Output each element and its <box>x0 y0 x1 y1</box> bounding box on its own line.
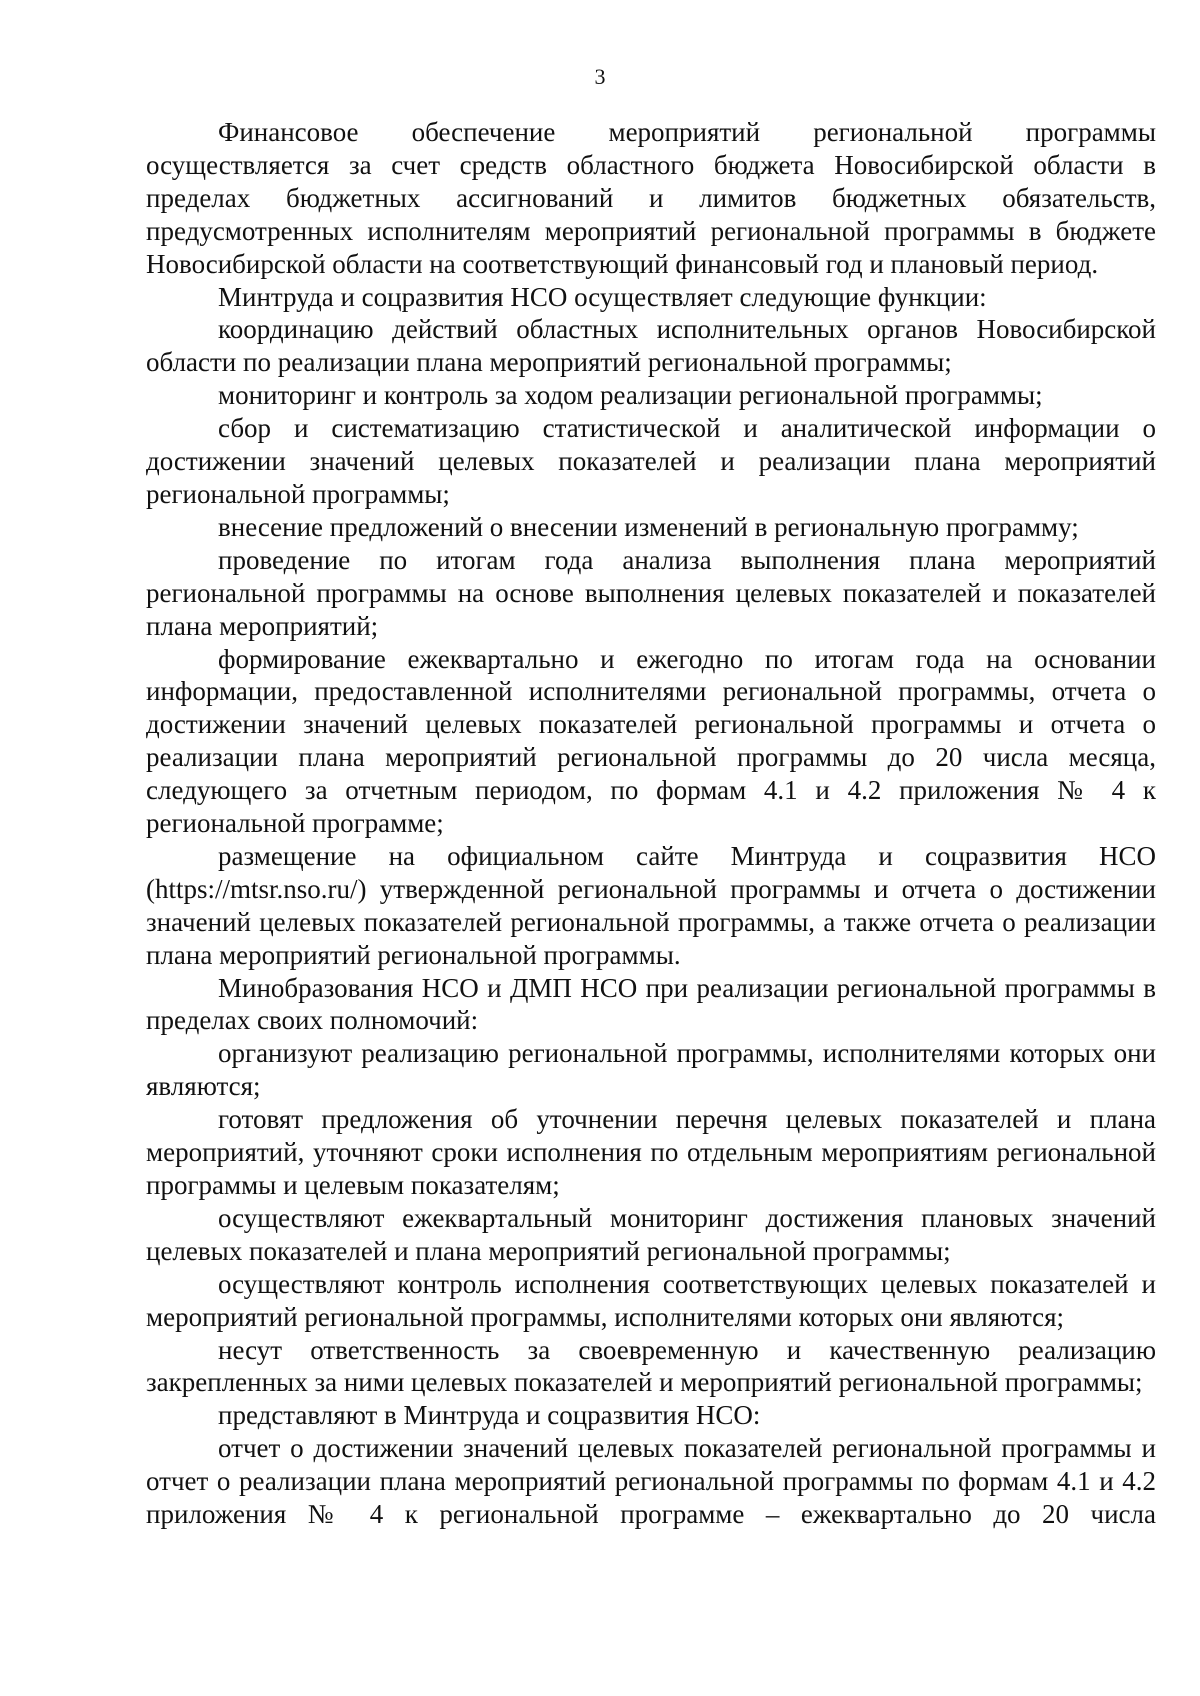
paragraph-monitoring: мониторинг и контроль за ходом реализации региональной программы; <box>218 380 1043 411</box>
paragraph-quarterly-reports: формирование ежеквартально и ежегодно по итогам года на основании информации, предоставленной исполнителями региональной программы, отчета о достижении значений целевых показателей региональной программы и отчета о реализации плана мероприятий региональной программы до 20 числа месяца, следующего за отчетным периодом, по формам 4.1 и 4.2 приложения № 4 к региональной программе; <box>146 643 1156 839</box>
paragraph-report-forms: отчет о достижении значений целевых показателей региональной программы и отчет о реализации плана мероприятий региональной программы по формам 4.1 и 4.2 приложения № 4 к региональной программе – ежеквартально до 20 числа <box>146 1433 1156 1530</box>
paragraph-organize: организуют реализацию региональной программы, исполнителями которых они являются; <box>146 1038 1156 1102</box>
paragraph-coordination: координацию действий областных исполнительных органов Новосибирской области по реализации плана мероприятий региональной программы; <box>146 314 1156 378</box>
document-body <box>146 116 1156 1531</box>
paragraph-website-publication: размещение на официальном сайте Минтруда и соцразвития НСО (https://mtsr.nso.ru/) утвержденной региональной программы и отчета о достижении значений целевых показателей региональной программы, а также отчета о реализации плана мероприятий региональной программы. <box>146 840 1156 970</box>
paragraph-execution-control: осуществляют контроль исполнения соответствующих целевых показателей и мероприятий региональной программы, исполнителями которых они являются; <box>146 1268 1156 1332</box>
paragraph-submit-to-mintrud: представляют в Минтруда и соцразвития НСО: <box>218 1400 761 1431</box>
paragraph-annual-analysis: проведение по итогам года анализа выполнения плана мероприятий региональной программы на основе выполнения целевых показателей и показателей плана мероприятий; <box>146 544 1156 641</box>
paragraph-amendment-proposals: внесение предложений о внесении изменений в региональную программу; <box>218 511 1079 542</box>
paragraph-prepare-proposals: готовят предложения об уточнении перечня целевых показателей и плана мероприятий, уточняют сроки исполнения по отдельным мероприятиям региональной программы и целевым показателям; <box>146 1104 1156 1200</box>
paragraph-data-collection: сбор и систематизацию статистической и аналитической информации о достижении значений целевых показателей и реализации плана мероприятий региональной программы; <box>146 413 1156 509</box>
paragraph-executors-intro: Минобразования НСО и ДМП НСО при реализации региональной программы в пределах своих полномочий: <box>146 972 1156 1036</box>
paragraph-quarterly-monitoring: осуществляют ежеквартальный мониторинг достижения плановых значений целевых показателей и плана мероприятий региональной программы; <box>146 1202 1156 1266</box>
paragraph-financing: Финансовое обеспечение мероприятий региональной программы осуществляется за счет средств областного бюджета Новосибирской области в пределах бюджетных ассигнований и лимитов бюджетных обязательств, предусмотренных исполнителям мероприятий региональной программы в бюджете Новосибирской области на соответствующий финансовый год и плановый период. <box>146 117 1156 279</box>
page-number: 3 <box>594 64 606 89</box>
paragraph-mintrud-functions: Минтруда и соцразвития НСО осуществляет следующие функции: <box>218 281 987 312</box>
paragraph-responsibility: несут ответственность за своевременную и качественную реализацию закрепленных за ними целевых показателей и мероприятий региональной программы; <box>146 1334 1156 1398</box>
